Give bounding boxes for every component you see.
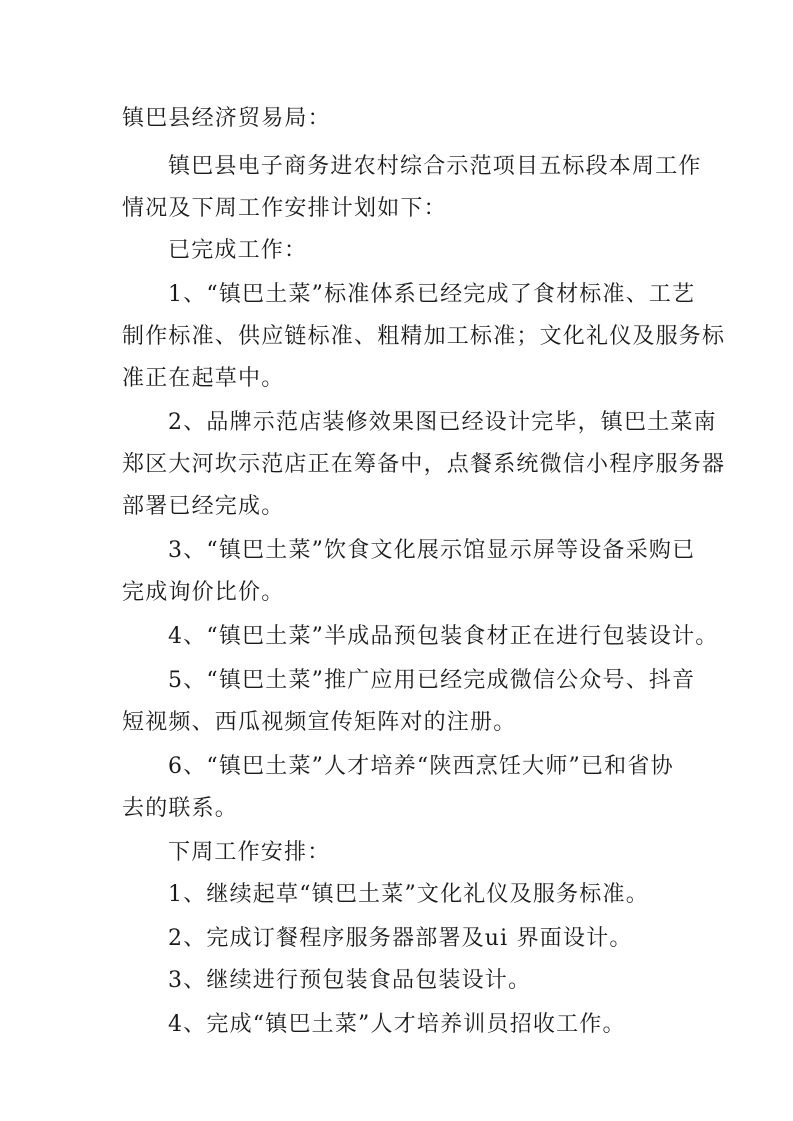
intro-line-2: 情况及下周工作安排计划如下： — [122, 196, 447, 221]
next-week-item-2: 2、完成订餐程序服务器部署及ui 界面设计。 — [168, 926, 633, 951]
completed-item-1-line-3: 准正在起草中。 — [122, 366, 285, 391]
completed-item-3-line-2: 完成询价比价。 — [122, 580, 285, 605]
next-week-item-3: 3、继续进行预包装食品包装设计。 — [168, 968, 532, 993]
completed-item-2-line-1: 2、品牌示范店装修效果图已经设计完毕，镇巴土菜南 — [168, 410, 717, 435]
completed-item-6-line-1: 6、“镇巴土菜”人才培养“陕西烹饪大师”已和省协 — [168, 754, 674, 779]
completed-item-1-line-2: 制作标准、供应链标准、粗精加工标准；文化礼仪及服务标 — [122, 324, 726, 349]
intro-line-1: 镇巴县电子商务进农村综合示范项目五标段本周工作 — [168, 154, 702, 179]
completed-heading: 已完成工作： — [168, 238, 308, 263]
completed-item-5-line-2: 短视频、西瓜视频宣传矩阵对的注册。 — [122, 710, 517, 735]
completed-item-5-line-1: 5、“镇巴土菜”推广应用已经完成微信公众号、抖音 — [168, 668, 696, 693]
completed-item-1-line-1: 1、“镇巴土菜”标准体系已经完成了食材标准、工艺 — [168, 282, 696, 307]
completed-item-6-line-2: 去的联系。 — [122, 796, 239, 821]
next-week-item-1: 1、继续起草“镇巴土菜”文化礼仪及服务标准。 — [168, 882, 649, 907]
salutation: 镇巴县经济贸易局： — [122, 106, 331, 131]
completed-item-2-line-3: 部署已经完成。 — [122, 494, 285, 519]
completed-item-3-line-1: 3、“镇巴土菜”饮食文化展示馆显示屏等设备采购已 — [168, 538, 696, 563]
next-week-item-4: 4、完成“镇巴土菜”人才培养训员招收工作。 — [168, 1012, 626, 1037]
next-week-heading: 下周工作安排： — [168, 840, 331, 865]
completed-item-4-line-1: 4、“镇巴土菜”半成品预包装食材正在进行包装设计。 — [168, 624, 719, 649]
completed-item-2-line-2: 郑区大河坎示范店正在筹备中，点餐系统微信小程序服务器 — [122, 452, 726, 477]
